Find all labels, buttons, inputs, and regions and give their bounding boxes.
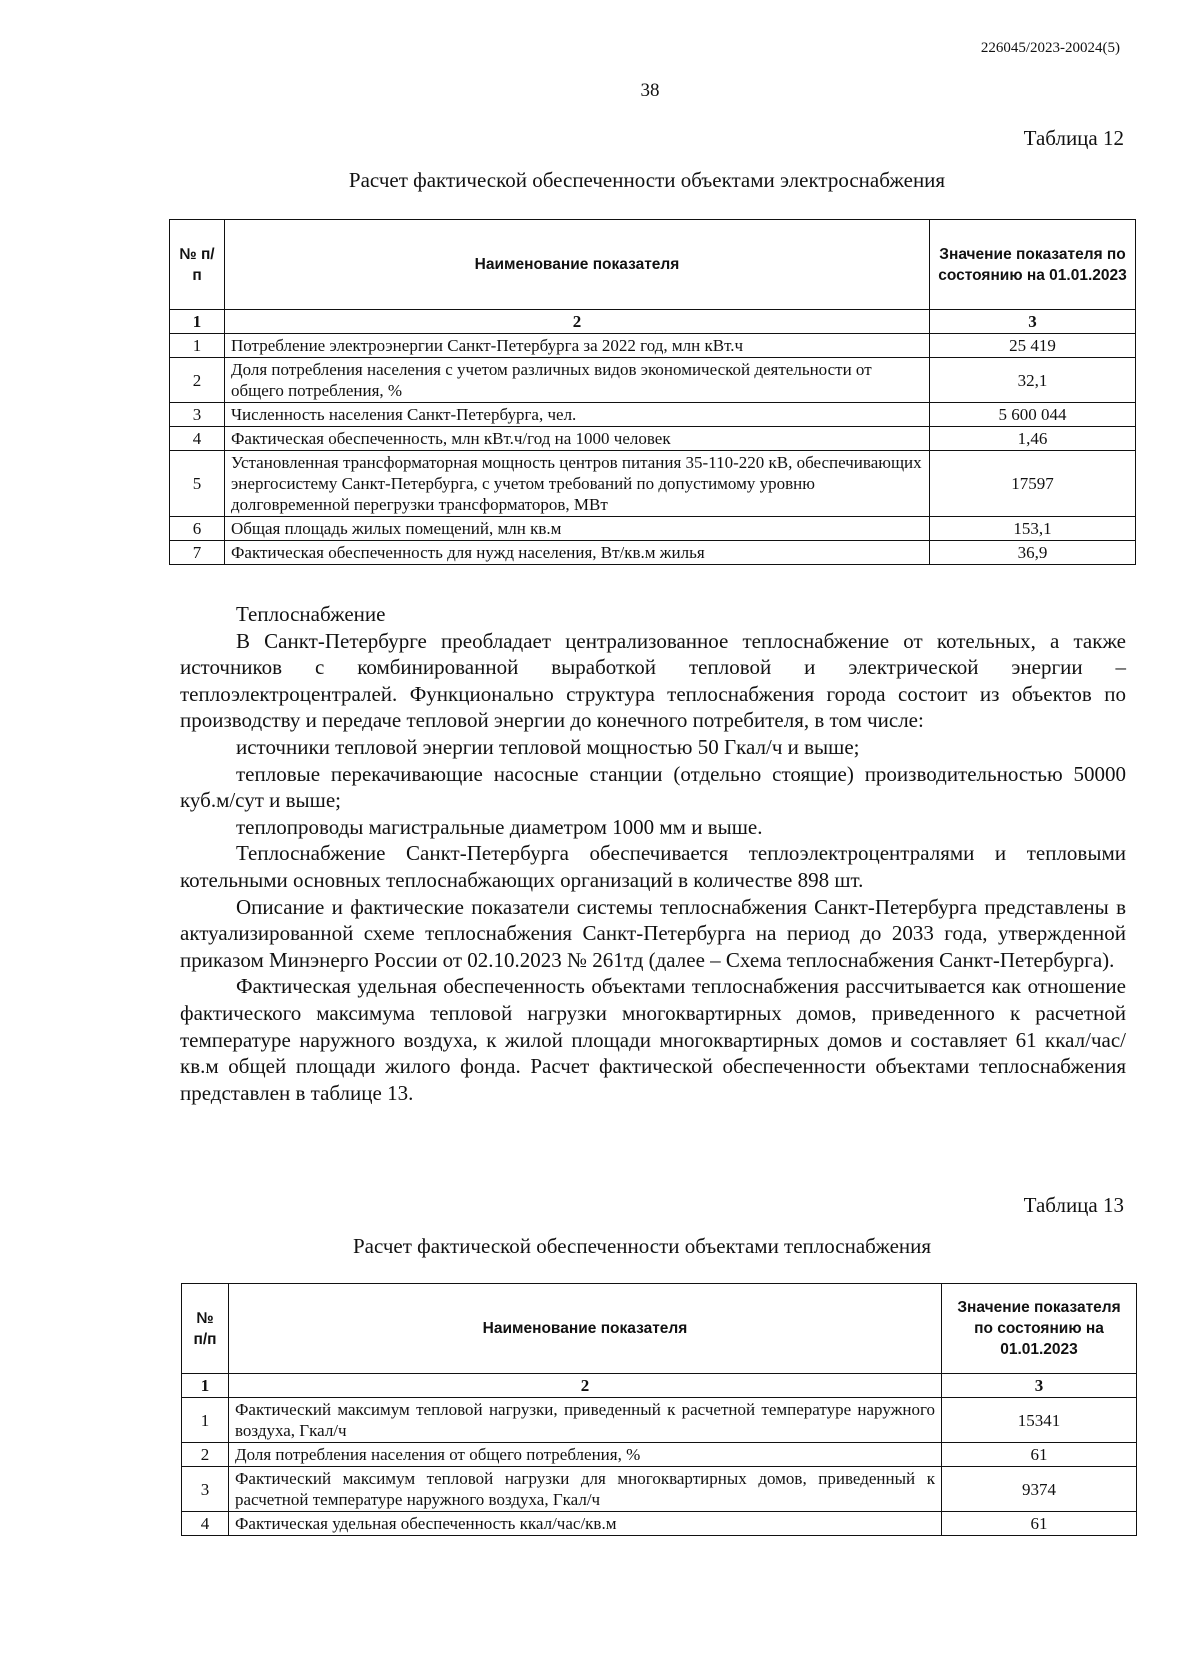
table13-title: Расчет фактической обеспеченности объектами теплоснабжения [352,1234,932,1258]
table12-index-row [170,310,1136,334]
table13-index-cell: 1 [182,1374,229,1398]
table-row [170,403,1136,427]
row-value: 1,46 [930,427,1136,451]
row-name: Потребление электроэнергии Санкт-Петербурга за 2022 год, млн кВт.ч [225,334,930,358]
row-value: 153,1 [930,517,1136,541]
row-name: Общая площадь жилых помещений, млн кв.м [225,517,930,541]
row-value: 61 [942,1443,1137,1467]
row-name: Фактический максимум тепловой нагрузки, приведенный к расчетной температуре наружного воздуха, Гкал/ч [229,1398,942,1443]
row-number: 3 [170,403,225,427]
row-name: Численность населения Санкт-Петербурга, чел. [225,403,930,427]
table13-index-cell: 3 [942,1374,1137,1398]
row-name: Фактическая обеспеченность для нужд населения, Вт/кв.м жилья [225,541,930,565]
row-name: Фактическая удельная обеспеченность ккал/час/кв.м [229,1512,942,1536]
table12 [169,219,1136,565]
table-row [170,517,1136,541]
table13-index-row [182,1374,1137,1398]
table12-header-num: № п/п [170,220,225,310]
table12-title: Расчет фактической обеспеченности объектами электроснабжения [348,168,946,192]
paragraph: Фактическая удельная обеспеченность объектами теплоснабжения рассчитывается как отношение фактического максимума тепловой нагрузки многоквартирных домов, приведенного к расчетной температуре наружного воздуха, к жилой площади многоквартирных домов и составляет 61 ккал/час/кв.м общей площади жилого фонда. Расчет фактической обеспеченности объектами теплоснабжения представлен в таблице 13. [180,974,1126,1105]
table13-label: Таблица 13 [1023,1193,1124,1217]
row-number: 4 [182,1512,229,1536]
table13-index-cell: 2 [229,1374,942,1398]
table13-header-name: Наименование показателя [229,1284,942,1374]
table12-header-row [170,220,1136,310]
row-value: 15341 [942,1398,1137,1443]
table12-index-cell: 1 [170,310,225,334]
document-id: 226045/2023-20024(5) [980,40,1120,56]
section-heading: Теплоснабжение [236,602,386,626]
row-number: 5 [170,451,225,517]
row-value: 36,9 [930,541,1136,565]
table-row [182,1467,1137,1512]
table13-header-value: Значение показателя по состоянию на 01.01.2023 [942,1284,1137,1374]
row-number: 6 [170,517,225,541]
list-item: источники тепловой энергии тепловой мощностью 50 Гкал/ч и выше; [236,734,860,759]
row-name: Фактический максимум тепловой нагрузки для многоквартирных домов, приведенный к расчетной температуре наружного воздуха, Гкал/ч [229,1467,942,1512]
row-name: Доля потребления населения от общего потребления, % [229,1443,942,1467]
row-number: 7 [170,541,225,565]
row-value: 17597 [930,451,1136,517]
row-value: 9374 [942,1467,1137,1512]
table-row [170,451,1136,517]
table-row [182,1512,1137,1536]
table13-header-num: № п/п [182,1284,229,1374]
table12-index-cell: 2 [225,310,930,334]
paragraph: Описание и фактические показатели системы теплоснабжения Санкт-Петербурга представлены в актуализированной схеме теплоснабжения Санкт-Петербурга на период до 2033 года, утвержденной приказом Минэнерго России от 02.10.2023 № 261тд (далее – Схема теплоснабжения Санкт-Петербурга). [180,894,1126,972]
row-name: Доля потребления населения с учетом различных видов экономической деятельности от общего потребления, % [225,358,930,403]
page-number: 38 [640,80,660,101]
table12-index-cell: 3 [930,310,1136,334]
row-number: 3 [182,1467,229,1512]
table12-label: Таблица 12 [1023,126,1124,150]
table-row [182,1443,1137,1467]
row-value: 5 600 044 [930,403,1136,427]
list-item: тепловые перекачивающие насосные станции (отдельно стоящие) производительностью 50000 куб.м/сут и выше; [180,761,1126,813]
list-item: теплопроводы магистральные диаметром 1000 мм и выше. [236,814,763,839]
row-number: 2 [182,1443,229,1467]
table12-header-value: Значение показателя по состоянию на 01.01.2023 [930,220,1136,310]
row-value: 25 419 [930,334,1136,358]
table-row [170,334,1136,358]
table-row [170,427,1136,451]
table-row [170,358,1136,403]
row-number: 1 [182,1398,229,1443]
row-number: 2 [170,358,225,403]
table13-header-row [182,1284,1137,1374]
body-text [180,601,1126,1106]
row-value: 32,1 [930,358,1136,403]
table-row [170,541,1136,565]
row-number: 1 [170,334,225,358]
paragraph: Теплоснабжение Санкт-Петербурга обеспечивается теплоэлектроцентралями и тепловыми котельными основных теплоснабжающих организаций в количестве 898 шт. [180,841,1126,892]
table13 [181,1283,1137,1536]
table-row [182,1398,1137,1443]
row-number: 4 [170,427,225,451]
row-name: Фактическая обеспеченность, млн кВт.ч/год на 1000 человек [225,427,930,451]
table12-header-name: Наименование показателя [225,220,930,310]
row-value: 61 [942,1512,1137,1536]
row-name: Установленная трансформаторная мощность центров питания 35-110-220 кВ, обеспечивающих энергосистему Санкт-Петербурга, с учетом требований по допустимому уровню долговременной перегрузки трансформаторов, МВт [225,451,930,517]
paragraph: В Санкт-Петербурге преобладает централизованное теплоснабжение от котельных, а также источников с комбинированной выработкой тепловой и электрической энергии – теплоэлектроцентралей. Функционально структура теплоснабжения города состоит из объектов по производству и передаче тепловой энергии до конечного потребителя, в том числе: [180,628,1126,733]
